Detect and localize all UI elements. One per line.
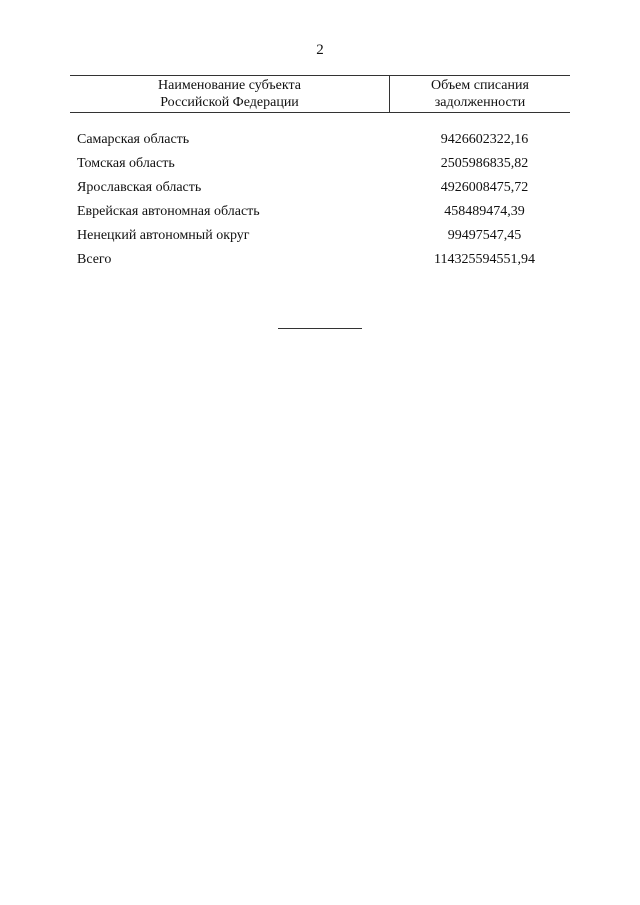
row-subject-name: Томская область xyxy=(77,156,175,171)
row-debt-amount: 114325594551,94 xyxy=(434,252,535,267)
row-debt-amount: 4926008475,72 xyxy=(440,180,529,195)
table-row xyxy=(77,128,570,152)
header-subject-name-line-2: Российской Федерации xyxy=(160,95,299,110)
row-debt-amount: 458489474,39 xyxy=(444,204,525,219)
table-row xyxy=(77,176,570,200)
table-row xyxy=(77,224,570,248)
row-subject-name: Самарская область xyxy=(77,132,190,147)
table-row xyxy=(77,200,570,224)
header-debt-amount-line-1: Объем списания xyxy=(431,78,529,93)
end-divider xyxy=(278,328,362,329)
table-header xyxy=(70,75,570,113)
row-subject-name: Всего xyxy=(77,252,112,267)
page-number: 2 xyxy=(316,42,324,58)
header-debt-amount xyxy=(390,76,570,112)
table-row xyxy=(77,152,570,176)
row-subject-name: Ярославская область xyxy=(77,180,202,195)
row-debt-amount: 9426602322,16 xyxy=(440,132,529,147)
row-subject-name: Еврейская автономная область xyxy=(77,204,260,219)
table-row-total xyxy=(77,248,570,272)
row-debt-amount: 99497547,45 xyxy=(447,228,522,243)
header-subject-name xyxy=(70,76,390,112)
row-subject-name: Ненецкий автономный округ xyxy=(77,228,250,243)
table-body xyxy=(77,128,570,272)
header-debt-amount-line-2: задолженности xyxy=(434,95,526,110)
header-subject-name-line-1: Наименование субъекта xyxy=(158,78,301,93)
row-debt-amount: 2505986835,82 xyxy=(440,156,529,171)
